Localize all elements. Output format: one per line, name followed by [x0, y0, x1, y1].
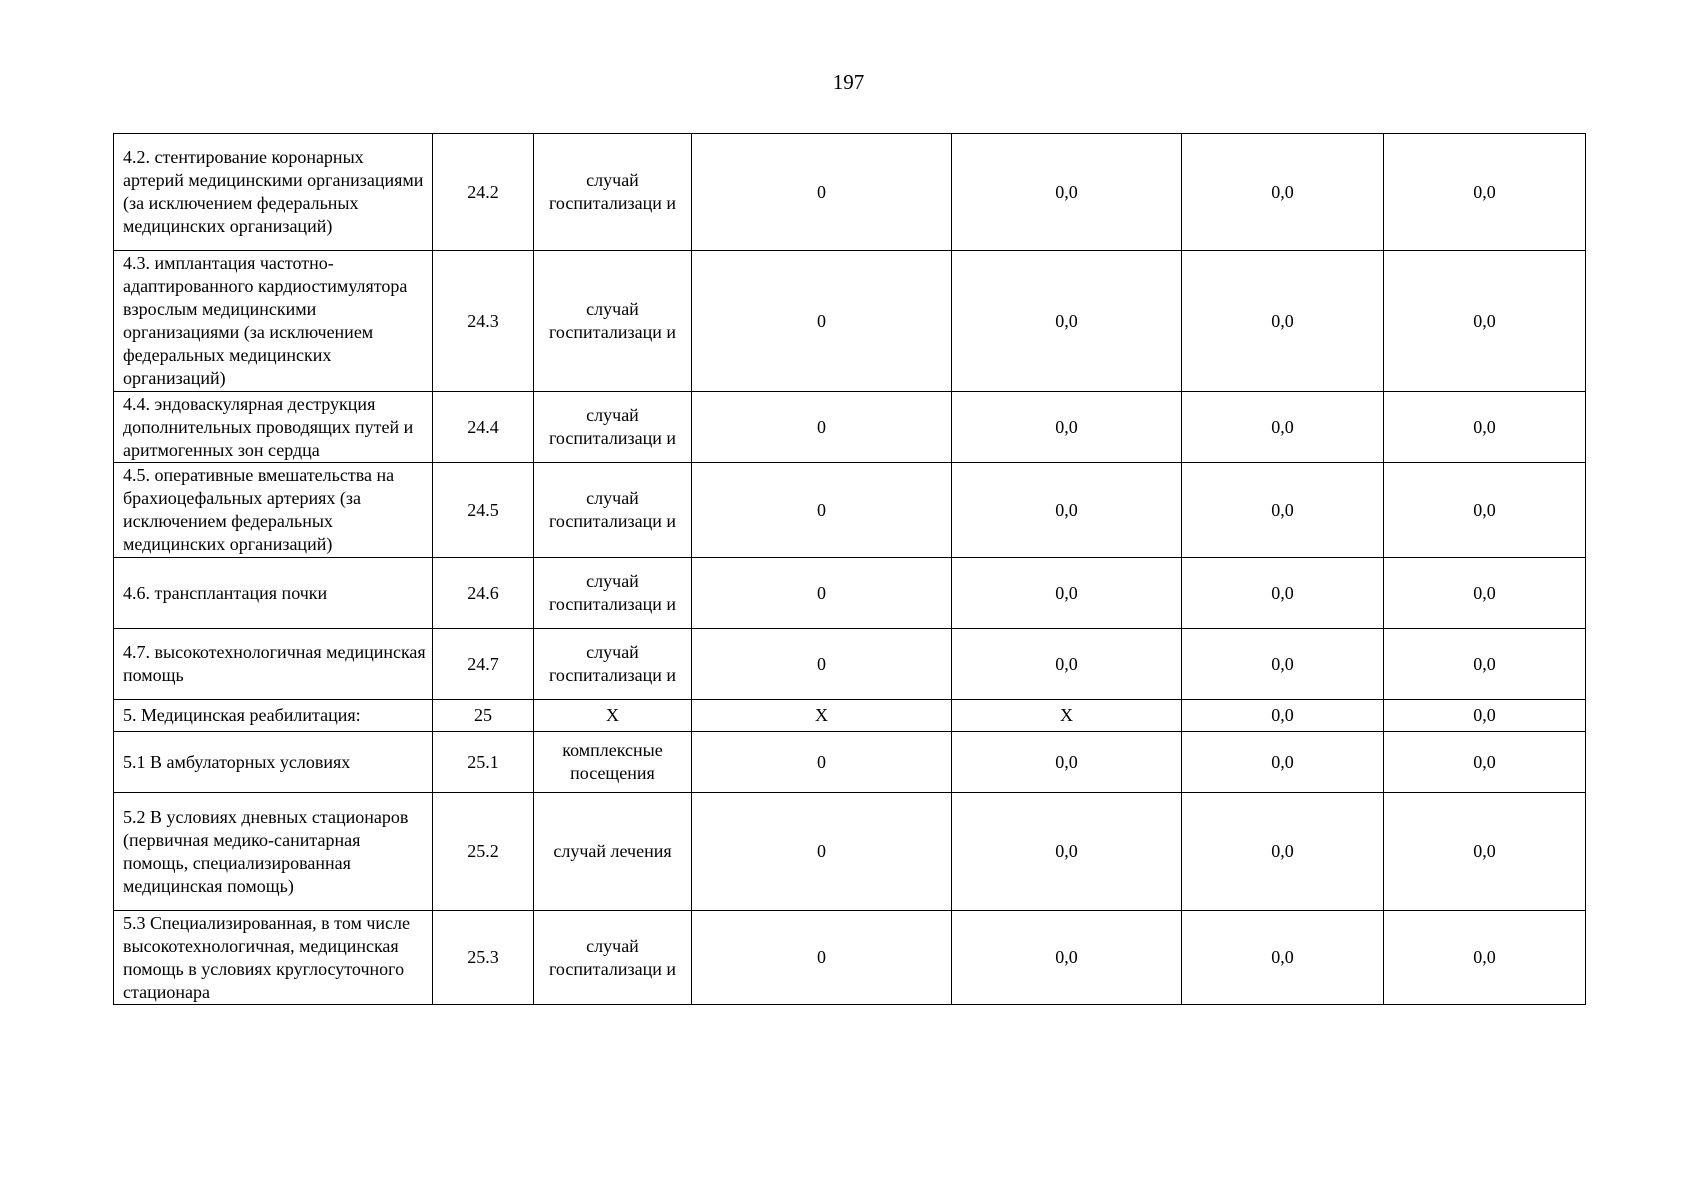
row-unit: случай госпитализаци и	[534, 463, 692, 558]
row-value-2: Х	[952, 700, 1182, 732]
table-row	[114, 558, 1586, 629]
row-value-4: 0,0	[1384, 463, 1586, 558]
row-value-1: 0	[692, 793, 952, 911]
row-value-2: 0,0	[952, 732, 1182, 793]
row-value-1: 0	[692, 911, 952, 1005]
row-value-4: 0,0	[1384, 558, 1586, 629]
row-name: 4.7. высокотехнологичная медицинская помощь	[114, 629, 433, 700]
row-unit: случай госпитализаци и	[534, 911, 692, 1005]
row-value-1: 0	[692, 463, 952, 558]
row-value-1: 0	[692, 732, 952, 793]
row-value-4: 0,0	[1384, 732, 1586, 793]
row-value-3: 0,0	[1182, 793, 1384, 911]
row-code: 25.3	[433, 911, 534, 1005]
row-value-4: 0,0	[1384, 392, 1586, 463]
table-row	[114, 134, 1586, 251]
row-name: 4.4. эндоваскулярная деструкция дополнительных проводящих путей и аритмогенных зон сердца	[114, 392, 433, 463]
row-value-1: 0	[692, 629, 952, 700]
row-value-3: 0,0	[1182, 700, 1384, 732]
table-row	[114, 463, 1586, 558]
row-code: 24.6	[433, 558, 534, 629]
row-value-3: 0,0	[1182, 251, 1384, 392]
row-value-3: 0,0	[1182, 392, 1384, 463]
row-value-3: 0,0	[1182, 134, 1384, 251]
row-value-3: 0,0	[1182, 629, 1384, 700]
row-value-4: 0,0	[1384, 251, 1586, 392]
row-value-4: 0,0	[1384, 134, 1586, 251]
row-value-2: 0,0	[952, 392, 1182, 463]
row-name: 5.3 Специализированная, в том числе высокотехнологичная, медицинская помощь в условиях круглосуточного стационара	[114, 911, 433, 1005]
row-value-2: 0,0	[952, 134, 1182, 251]
table-row	[114, 629, 1586, 700]
row-value-1: 0	[692, 251, 952, 392]
row-name: 4.5. оперативные вмешательства на брахиоцефальных артериях (за исключением федеральных медицинских организаций)	[114, 463, 433, 558]
row-value-4: 0,0	[1384, 793, 1586, 911]
row-unit: случай госпитализаци и	[534, 629, 692, 700]
row-code: 24.4	[433, 392, 534, 463]
row-unit: случай госпитализаци и	[534, 251, 692, 392]
table-row	[114, 793, 1586, 911]
row-value-2: 0,0	[952, 911, 1182, 1005]
page-number: 197	[832, 70, 865, 94]
row-value-2: 0,0	[952, 558, 1182, 629]
row-value-3: 0,0	[1182, 911, 1384, 1005]
row-code: 25.2	[433, 793, 534, 911]
row-value-2: 0,0	[952, 793, 1182, 911]
row-unit: случай госпитализаци и	[534, 558, 692, 629]
row-value-2: 0,0	[952, 629, 1182, 700]
row-name: 5. Медицинская реабилитация:	[114, 700, 433, 732]
row-unit: случай госпитализаци и	[534, 134, 692, 251]
row-name: 4.6. трансплантация почки	[114, 558, 433, 629]
data-table	[113, 133, 1586, 1005]
table-row	[114, 392, 1586, 463]
row-name: 5.2 В условиях дневных стационаров (первичная медико-санитарная помощь, специализированная медицинская помощь)	[114, 793, 433, 911]
row-value-3: 0,0	[1182, 732, 1384, 793]
table-row	[114, 911, 1586, 1005]
row-value-1: 0	[692, 392, 952, 463]
row-value-1: 0	[692, 558, 952, 629]
row-code: 25.1	[433, 732, 534, 793]
row-unit: комплексные посещения	[534, 732, 692, 793]
row-value-3: 0,0	[1182, 463, 1384, 558]
table-row	[114, 700, 1586, 732]
row-value-4: 0,0	[1384, 700, 1586, 732]
row-unit: Х	[534, 700, 692, 732]
row-value-2: 0,0	[952, 463, 1182, 558]
row-value-3: 0,0	[1182, 558, 1384, 629]
row-value-2: 0,0	[952, 251, 1182, 392]
row-value-1: 0	[692, 134, 952, 251]
row-code: 24.2	[433, 134, 534, 251]
row-value-4: 0,0	[1384, 629, 1586, 700]
row-code: 24.7	[433, 629, 534, 700]
table-row	[114, 251, 1586, 392]
row-value-4: 0,0	[1384, 911, 1586, 1005]
row-name: 5.1 В амбулаторных условиях	[114, 732, 433, 793]
row-value-1: Х	[692, 700, 952, 732]
row-unit: случай госпитализаци и	[534, 392, 692, 463]
row-code: 24.5	[433, 463, 534, 558]
row-unit: случай лечения	[534, 793, 692, 911]
row-name: 4.3. имплантация частотно-адаптированного кардиостимулятора взрослым медицинскими организациями (за исключением федеральных медицинских организаций)	[114, 251, 433, 392]
row-code: 24.3	[433, 251, 534, 392]
row-code: 25	[433, 700, 534, 732]
table-row	[114, 732, 1586, 793]
row-name: 4.2. стентирование коронарных артерий медицинскими организациями (за исключением федеральных медицинских организаций)	[114, 134, 433, 251]
